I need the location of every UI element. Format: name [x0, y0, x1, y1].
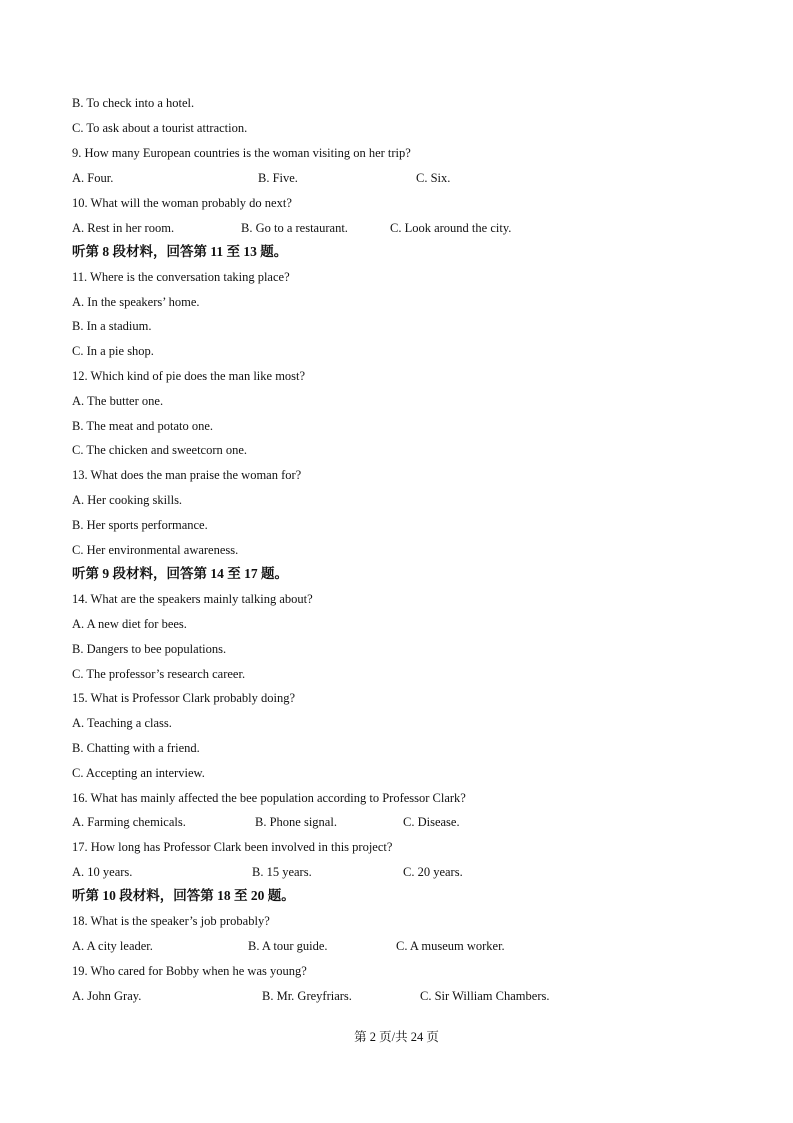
question-line: A. In the speakers’ home.: [72, 295, 200, 309]
answer-option: C. Disease.: [403, 815, 460, 829]
question-line: 15. What is Professor Clark probably doing?: [72, 691, 295, 705]
question-line: C. The chicken and sweetcorn one.: [72, 443, 248, 457]
question-line: 13. What does the man praise the woman for?: [72, 468, 302, 482]
answer-option: A. Rest in her room.: [72, 221, 175, 235]
question-line: C. The professor’s research career.: [72, 667, 246, 681]
answer-option: B. A tour guide.: [248, 939, 328, 953]
question-line: 10. What will the woman probably do next?: [72, 196, 292, 210]
answer-option: A. 10 years.: [72, 865, 133, 879]
question-line: 12. Which kind of pie does the man like most?: [72, 369, 306, 383]
question-line: A. The butter one.: [72, 394, 164, 408]
question-line: C. To ask about a tourist attraction.: [72, 121, 248, 135]
question-line: B. In a stadium.: [72, 319, 152, 333]
answer-option: C. Six.: [416, 171, 451, 185]
question-line: 16. What has mainly affected the bee population according to Professor Clark?: [72, 791, 466, 805]
section-heading: 听第 8 段材料，回答第 11 至 13 题。: [72, 244, 288, 259]
answer-option: C. 20 years.: [403, 865, 463, 879]
answer-option: C. Sir William Chambers.: [420, 989, 550, 1003]
question-line: B. Her sports performance.: [72, 518, 208, 532]
answer-option: C. Look around the city.: [390, 221, 512, 235]
question-line: 19. Who cared for Bobby when he was young?: [72, 964, 307, 978]
question-line: 17. How long has Professor Clark been involved in this project?: [72, 840, 393, 854]
question-line: B. Chatting with a friend.: [72, 741, 200, 755]
question-line: B. The meat and potato one.: [72, 419, 214, 433]
answer-option: A. A city leader.: [72, 939, 153, 953]
question-line: 9. How many European countries is the woman visiting on her trip?: [72, 146, 411, 160]
answer-option: B. Five.: [258, 171, 298, 185]
question-line: A. A new diet for bees.: [72, 617, 187, 631]
page-footer: 第 2 页/共 24 页: [354, 1030, 439, 1044]
section-heading: 听第 9 段材料，回答第 14 至 17 题。: [72, 566, 288, 581]
answer-option: B. 15 years.: [252, 865, 312, 879]
question-line: B. To check into a hotel.: [72, 96, 195, 110]
answer-option: A. Farming chemicals.: [72, 815, 186, 829]
question-line: A. Teaching a class.: [72, 716, 172, 730]
answer-option: A. Four.: [72, 171, 114, 185]
question-line: 11. Where is the conversation taking place?: [72, 270, 290, 284]
answer-option: A. John Gray.: [72, 989, 142, 1003]
section-heading: 听第 10 段材料，回答第 18 至 20 题。: [72, 888, 295, 903]
question-line: 18. What is the speaker’s job probably?: [72, 914, 270, 928]
question-line: B. Dangers to bee populations.: [72, 642, 227, 656]
answer-option: B. Phone signal.: [255, 815, 337, 829]
question-line: 14. What are the speakers mainly talking about?: [72, 592, 313, 606]
answer-option: B. Mr. Greyfriars.: [262, 989, 352, 1003]
question-line: C. In a pie shop.: [72, 344, 154, 358]
question-line: C. Her environmental awareness.: [72, 543, 239, 557]
answer-option: B. Go to a restaurant.: [241, 221, 348, 235]
answer-option: C. A museum worker.: [396, 939, 505, 953]
question-line: A. Her cooking skills.: [72, 493, 183, 507]
question-line: C. Accepting an interview.: [72, 766, 205, 780]
